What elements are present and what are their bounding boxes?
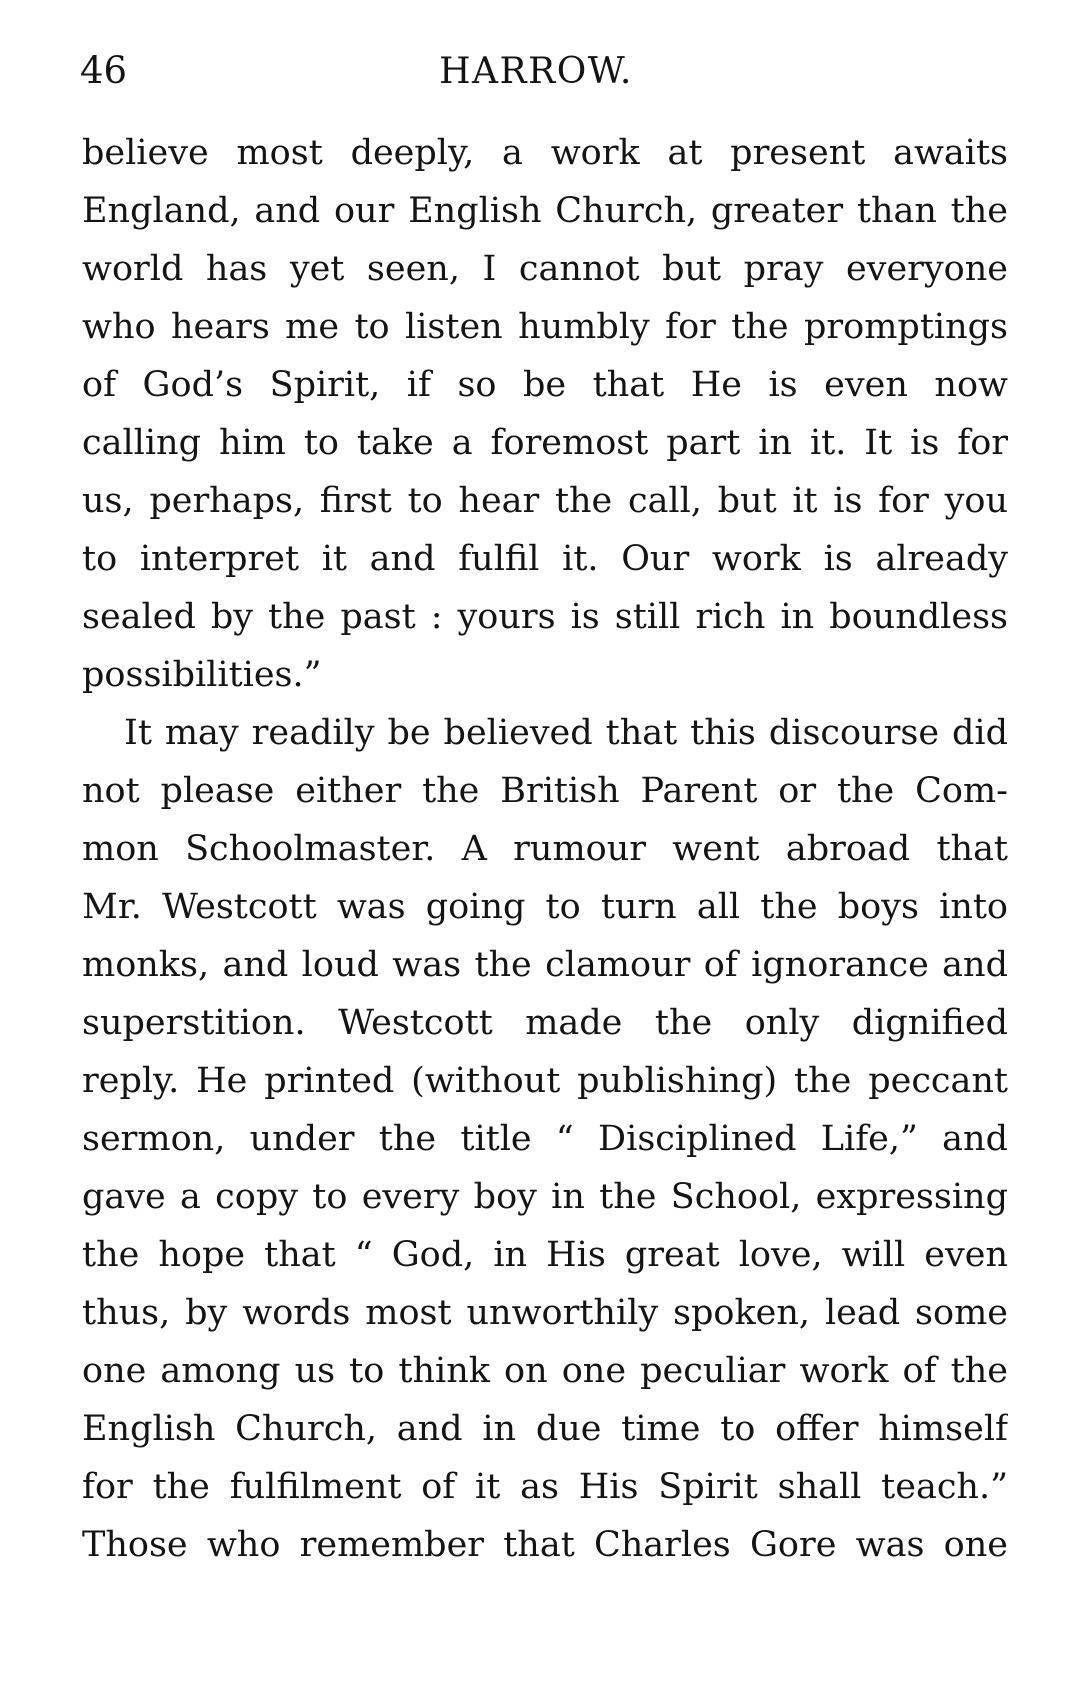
running-title: HARROW. bbox=[439, 51, 633, 92]
text-line: Those who remember that Charles Gore was one bbox=[82, 1525, 1008, 1565]
text-line: one among us to think on one peculiar work of the bbox=[82, 1351, 1008, 1391]
text-line: mon Schoolmaster. A rumour went abroad that bbox=[82, 829, 1008, 869]
text-line: who hears me to listen humbly for the promptings bbox=[82, 307, 1008, 347]
text-line: gave a copy to every boy in the School, expressing bbox=[82, 1177, 1008, 1217]
text-line: sermon, under the title “ Disciplined Life,” and bbox=[82, 1119, 1008, 1159]
text-line: thus, by words most unworthily spoken, lead some bbox=[82, 1293, 1008, 1333]
text-line: superstition. Westcott made the only dignified bbox=[82, 1003, 1008, 1043]
text-line: Mr. Westcott was going to turn all the boys into bbox=[82, 887, 1008, 927]
text-line: sealed by the past : yours is still rich in boundless bbox=[82, 597, 1008, 637]
text-line: monks, and loud was the clamour of ignorance and bbox=[82, 945, 1008, 985]
text-line: for the fulfilment of it as His Spirit shall teach.” bbox=[82, 1467, 1008, 1507]
text-line: calling him to take a foremost part in it. It is for bbox=[82, 423, 1008, 463]
text-line: reply. He printed (without publishing) the peccant bbox=[82, 1061, 1008, 1101]
text-line: England, and our English Church, greater than the bbox=[82, 191, 1008, 231]
text-line: to interpret it and fulfil it. Our work is already bbox=[82, 539, 1008, 579]
text-line: not please either the British Parent or the Com- bbox=[82, 771, 1008, 811]
paragraph-end-line: possibilities.” bbox=[82, 655, 322, 695]
paragraph-start-line: It may readily be believed that this discourse did bbox=[124, 713, 1008, 753]
text-line: believe most deeply, a work at present awaits bbox=[82, 133, 1008, 173]
body-text bbox=[82, 124, 1008, 1574]
text-line: English Church, and in due time to offer himself bbox=[82, 1409, 1008, 1449]
text-line: world has yet seen, I cannot but pray everyone bbox=[82, 249, 1008, 289]
text-line: the hope that “ God, in His great love, will even bbox=[82, 1235, 1008, 1275]
text-line: of God’s Spirit, if so be that He is even now bbox=[82, 365, 1008, 405]
page-number: 46 bbox=[80, 49, 128, 92]
text-line: us, perhaps, first to hear the call, but it is for you bbox=[82, 481, 1008, 521]
